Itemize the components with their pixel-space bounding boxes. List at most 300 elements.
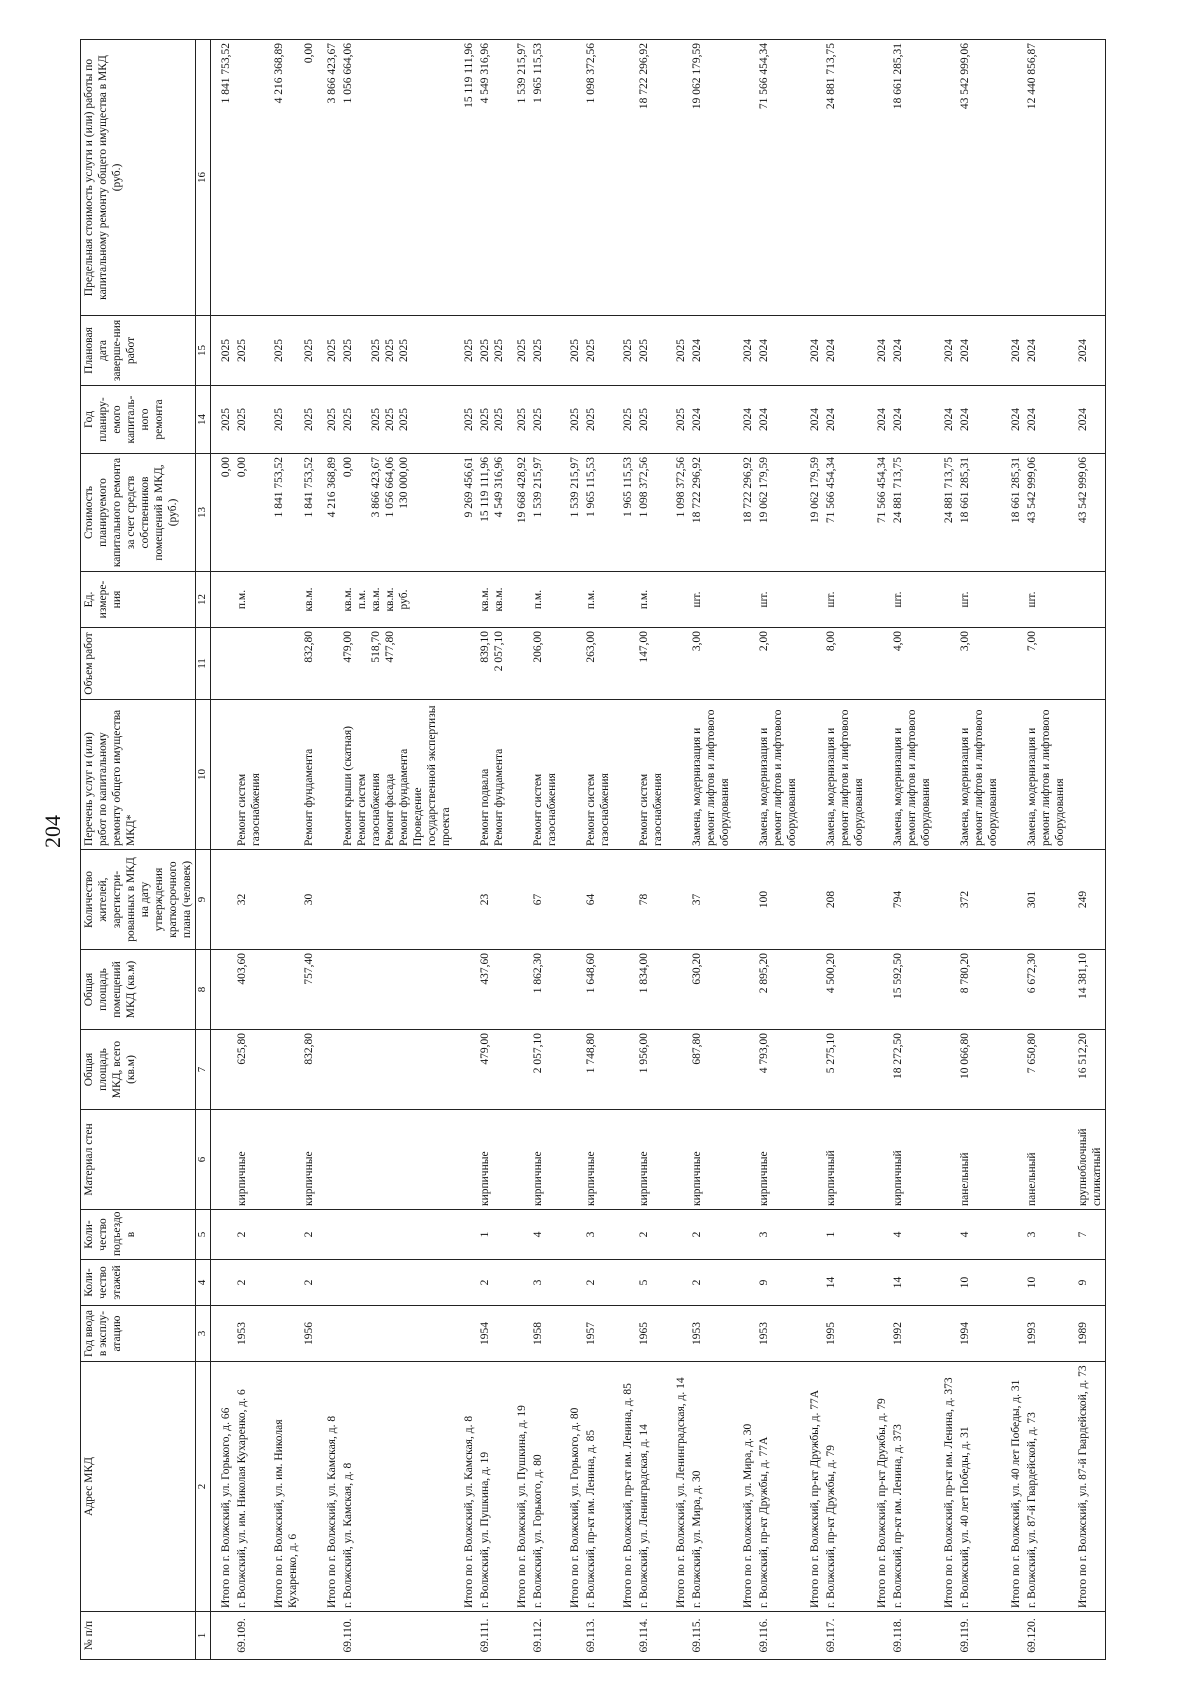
volume-cell xyxy=(666,628,689,700)
volume-line: 479,00 xyxy=(341,631,354,663)
cost-cell xyxy=(301,454,317,572)
area-total-cell xyxy=(1001,1030,1024,1110)
works-cell xyxy=(454,700,477,850)
unit-cell xyxy=(756,572,800,628)
repair-year-cell: 2024 xyxy=(800,386,823,454)
cost-cell: 9 269 456,61 xyxy=(454,454,477,572)
entrances-cell: 1 xyxy=(477,1210,507,1260)
floors-cell: 2 xyxy=(301,1260,317,1306)
built-year-cell: 1953 xyxy=(234,1306,264,1362)
wall-material-cell: кирпичный xyxy=(890,1110,934,1210)
wall-material-cell xyxy=(210,1110,234,1210)
entrances-cell xyxy=(317,1210,340,1260)
col-header: Стоимость планируемого капитального ремонта за счет средств собственников помещений в МКД, (руб.) xyxy=(81,454,196,572)
area-total-cell: 4 793,00 xyxy=(756,1030,800,1110)
cost-line: 130 000,00 xyxy=(397,457,410,509)
no-cell xyxy=(210,1612,234,1660)
residents-cell: 37 xyxy=(689,850,733,950)
entrances-cell xyxy=(934,1210,957,1260)
cost-line: 3 866 423,67 xyxy=(369,457,382,518)
works-cell xyxy=(867,700,890,850)
residents-cell xyxy=(934,850,957,950)
floors-cell xyxy=(666,1260,689,1306)
table-row xyxy=(234,40,264,1660)
cost-line: 18 722 296,92 xyxy=(690,457,703,524)
cost-line xyxy=(355,457,369,568)
no-cell xyxy=(454,1612,477,1660)
floors-cell xyxy=(613,1260,636,1306)
volume-cell xyxy=(507,628,530,700)
area-total-cell xyxy=(210,1030,234,1110)
volume-cell xyxy=(583,628,613,700)
built-year-cell: 1958 xyxy=(530,1306,560,1362)
repair-year-cell: 2025 xyxy=(454,386,477,454)
limit-cost-cell: 12 440 856,87 xyxy=(1024,40,1068,316)
limit-cost-cell xyxy=(1001,40,1024,316)
col-number: 15 xyxy=(196,316,210,386)
unit-cell xyxy=(583,572,613,628)
end-date-cell: 2024 xyxy=(934,316,957,386)
residents-cell xyxy=(507,850,530,950)
works-line: Ремонт фундамента xyxy=(492,748,505,846)
area-total-cell xyxy=(934,1030,957,1110)
entrances-cell xyxy=(454,1210,477,1260)
wall-material-cell: кирпичные xyxy=(756,1110,800,1210)
limit-cost-cell xyxy=(867,40,890,316)
cost-cell xyxy=(756,454,800,572)
repair-year-cell: 2024 xyxy=(934,386,957,454)
col-header: Общая площадь МКД, всего (кв.м) xyxy=(81,1030,196,1110)
volume-line: 8,00 xyxy=(825,631,838,652)
end-date-cell: 2024 xyxy=(867,316,890,386)
total-row xyxy=(210,40,234,1660)
unit-line: кв.м. xyxy=(302,587,315,612)
address-cell: Итого по г. Волжский, ул. Камская, д. 8 xyxy=(317,1362,340,1612)
cost-line: 19 062 179,59 xyxy=(758,457,771,524)
floors-cell xyxy=(340,1260,454,1306)
entrances-cell: 3 xyxy=(756,1210,800,1260)
table-body xyxy=(210,40,1106,1660)
wall-material-cell: кирпичные xyxy=(234,1110,264,1210)
volume-cell xyxy=(560,628,583,700)
unit-line: шт. xyxy=(758,591,771,608)
table-row xyxy=(1024,40,1068,1660)
area-total-cell: 832,80 xyxy=(301,1030,317,1110)
unit-cell xyxy=(733,572,756,628)
volume-cell xyxy=(340,628,454,700)
area-rooms-cell: 630,20 xyxy=(689,950,733,1030)
floors-cell xyxy=(867,1260,890,1306)
works-cell xyxy=(756,700,800,850)
built-year-cell xyxy=(613,1306,636,1362)
cost-cell xyxy=(477,454,507,572)
repair-year-cell xyxy=(823,386,867,454)
limit-cost-cell: 18 661 285,31 xyxy=(890,40,934,316)
volume-line: 3,00 xyxy=(690,631,703,652)
no-cell: 69.110. xyxy=(340,1612,454,1660)
repair-year-line xyxy=(355,389,369,450)
floors-cell xyxy=(264,1260,301,1306)
entrances-cell: 2 xyxy=(301,1210,317,1260)
address-cell: Итого по г. Волжский, ул. 40 лет Победы, д. 31 xyxy=(1001,1362,1024,1612)
area-total-cell xyxy=(317,1030,340,1110)
end-date-cell xyxy=(234,316,264,386)
works-cell xyxy=(890,700,934,850)
repair-year-cell xyxy=(1024,386,1068,454)
cost-cell xyxy=(957,454,1001,572)
address-cell: Итого по г. Волжский, ул. 87-й Гвардейской, д. 73 xyxy=(1068,1362,1106,1612)
works-line: Ремонт систем газоснабжения xyxy=(235,773,262,846)
built-year-cell: 1993 xyxy=(1024,1306,1068,1362)
no-cell: 69.117. xyxy=(823,1612,867,1660)
wall-material-cell: кирпичные xyxy=(301,1110,317,1210)
residents-cell: 67 xyxy=(530,850,560,950)
works-cell xyxy=(934,700,957,850)
end-date-cell xyxy=(756,316,800,386)
end-date-cell: 2025 xyxy=(264,316,301,386)
unit-cell xyxy=(823,572,867,628)
end-date-line: 2024 xyxy=(1026,339,1039,362)
unit-cell xyxy=(867,572,890,628)
residents-cell: 301 xyxy=(1024,850,1068,950)
floors-cell xyxy=(800,1260,823,1306)
volume-line: 3,00 xyxy=(959,631,972,652)
unit-line: руб. xyxy=(397,589,410,610)
unit-cell xyxy=(560,572,583,628)
works-line: Ремонт крыши (скатная) xyxy=(341,726,354,846)
end-date-cell xyxy=(636,316,666,386)
cost-cell: 4 216 368,89 xyxy=(317,454,340,572)
limit-cost-cell: 24 881 713,75 xyxy=(823,40,867,316)
total-row xyxy=(264,40,301,1660)
built-year-cell xyxy=(317,1306,340,1362)
cost-cell: 1 539 215,97 xyxy=(560,454,583,572)
entrances-cell xyxy=(613,1210,636,1260)
repair-year-cell: 2024 xyxy=(867,386,890,454)
built-year-cell xyxy=(800,1306,823,1362)
page-number: 204 xyxy=(40,815,65,848)
floors-cell xyxy=(733,1260,756,1306)
end-date-line: 2024 xyxy=(758,339,771,362)
area-rooms-cell xyxy=(613,950,636,1030)
works-line: Ремонт подвала xyxy=(478,768,491,846)
volume-line: 206,00 xyxy=(531,631,544,663)
residents-cell: 249 xyxy=(1068,850,1106,950)
area-total-cell xyxy=(560,1030,583,1110)
floors-cell: 3 xyxy=(530,1260,560,1306)
col-header: Количество жителей, зарегистри-рованных в МКД на дату утверждения краткосрочного плана (человек) xyxy=(81,850,196,950)
works-line: Замена, модернизация и ремонт лифтов и лифтового оборудования xyxy=(690,709,731,846)
no-cell xyxy=(317,1612,340,1660)
volume-cell xyxy=(477,628,507,700)
entrances-cell: 3 xyxy=(583,1210,613,1260)
built-year-cell: 1956 xyxy=(301,1306,317,1362)
volume-cell xyxy=(636,628,666,700)
limit-cost-cell: 71 566 454,34 xyxy=(756,40,800,316)
built-year-cell: 1995 xyxy=(823,1306,867,1362)
works-line: Ремонт фундамента xyxy=(302,748,315,846)
cost-cell xyxy=(1024,454,1068,572)
floors-cell: 2 xyxy=(477,1260,507,1306)
col-header: Предельная стоимость услуги и (или) работы по капитальному ремонту общего имущества в МКД (руб.) xyxy=(81,40,196,316)
wall-material-cell: панельный xyxy=(957,1110,1001,1210)
limit-cost-cell: 1 098 372,56 xyxy=(583,40,613,316)
repair-year-line: 2025 xyxy=(478,408,491,431)
total-row xyxy=(1068,40,1106,1660)
end-date-cell: 2025 xyxy=(666,316,689,386)
unit-line: п.м. xyxy=(355,589,368,610)
address-cell: Итого по г. Волжский, пр-кт Дружбы, д. 77А xyxy=(800,1362,823,1612)
cost-line: 4 549 316,96 xyxy=(492,457,505,518)
works-cell xyxy=(210,700,234,850)
col-number: 9 xyxy=(196,850,210,950)
address-cell xyxy=(301,1362,317,1612)
residents-cell xyxy=(340,850,454,950)
end-date-cell: 2025 xyxy=(210,316,234,386)
repair-year-line: 2025 xyxy=(584,408,597,431)
address-cell: г. Волжский, ул. Ленинградская, д. 14 xyxy=(636,1362,666,1612)
repair-year-line: 2024 xyxy=(959,408,972,431)
col-header: № п/п xyxy=(81,1612,196,1660)
limit-cost-cell xyxy=(234,40,264,316)
area-rooms-cell xyxy=(934,950,957,1030)
wall-material-cell xyxy=(613,1110,636,1210)
area-rooms-cell: 14 381,10 xyxy=(1068,950,1106,1030)
unit-cell xyxy=(613,572,636,628)
unit-cell xyxy=(301,572,317,628)
repair-year-line: 2024 xyxy=(690,408,703,431)
volume-cell xyxy=(301,628,317,700)
unit-cell xyxy=(317,572,340,628)
limit-cost-cell: 43 542 999,06 xyxy=(957,40,1001,316)
table-row xyxy=(301,40,317,1660)
cost-line: 1 056 664,06 xyxy=(383,457,396,518)
end-date-cell: 2025 xyxy=(317,316,340,386)
table-row xyxy=(957,40,1001,1660)
address-cell: г. Волжский, ул. Камская, д. 8 xyxy=(340,1362,454,1612)
entrances-cell xyxy=(507,1210,530,1260)
residents-cell xyxy=(210,850,234,950)
built-year-cell xyxy=(666,1306,689,1362)
no-cell xyxy=(264,1612,301,1660)
limit-cost-cell: 0,00 xyxy=(301,40,317,316)
area-total-cell: 5 275,10 xyxy=(823,1030,867,1110)
area-rooms-cell: 8 780,20 xyxy=(957,950,1001,1030)
end-date-line: 2025 xyxy=(235,339,248,362)
entrances-cell xyxy=(733,1210,756,1260)
wall-material-cell xyxy=(867,1110,890,1210)
end-date-cell xyxy=(583,316,613,386)
area-rooms-cell: 1 862,30 xyxy=(530,950,560,1030)
table-row xyxy=(823,40,867,1660)
no-cell: 69.116. xyxy=(756,1612,800,1660)
built-year-cell xyxy=(340,1306,454,1362)
floors-cell: 10 xyxy=(957,1260,1001,1306)
repair-year-cell: 2024 xyxy=(733,386,756,454)
limit-cost-cell xyxy=(560,40,583,316)
area-total-cell xyxy=(867,1030,890,1110)
works-cell xyxy=(733,700,756,850)
end-date-line: 2025 xyxy=(637,339,650,362)
no-cell: 69.113. xyxy=(583,1612,613,1660)
residents-cell xyxy=(800,850,823,950)
end-date-cell xyxy=(890,316,934,386)
table-row xyxy=(890,40,934,1660)
area-total-cell: 687,80 xyxy=(689,1030,733,1110)
col-header: Объем работ xyxy=(81,628,196,700)
no-cell xyxy=(867,1612,890,1660)
volume-line: 2,00 xyxy=(758,631,771,652)
unit-cell xyxy=(340,572,454,628)
volume-cell xyxy=(1024,628,1068,700)
area-total-cell: 16 512,20 xyxy=(1068,1030,1106,1110)
repair-year-line: 2025 xyxy=(235,408,248,431)
col-header: Перечень услуг и (или) работ по капитальному ремонту общего имущества МКД* xyxy=(81,700,196,850)
works-cell xyxy=(560,700,583,850)
column-number-row xyxy=(196,40,210,1660)
works-cell xyxy=(1068,700,1106,850)
repair-year-line: 2025 xyxy=(397,408,410,431)
address-cell: Итого по г. Волжский, пр-кт им. Ленина, д. 85 xyxy=(613,1362,636,1612)
unit-cell xyxy=(689,572,733,628)
area-rooms-cell xyxy=(507,950,530,1030)
total-row xyxy=(800,40,823,1660)
repair-year-cell xyxy=(756,386,800,454)
limit-cost-cell: 1 056 664,06 xyxy=(340,40,454,316)
area-total-cell xyxy=(666,1030,689,1110)
volume-line xyxy=(355,631,369,696)
repair-year-cell xyxy=(234,386,264,454)
capital-repair-table-sheet xyxy=(80,40,1190,1660)
entrances-cell xyxy=(264,1210,301,1260)
address-cell: Итого по г. Волжский, ул. Пушкина, д. 19 xyxy=(507,1362,530,1612)
area-total-cell: 1 748,80 xyxy=(583,1030,613,1110)
area-rooms-cell xyxy=(560,950,583,1030)
end-date-line: 2025 xyxy=(531,339,544,362)
cost-cell: 1 965 115,53 xyxy=(613,454,636,572)
area-rooms-cell xyxy=(210,950,234,1030)
volume-line: 263,00 xyxy=(584,631,597,663)
end-date-line: 2024 xyxy=(892,339,905,362)
cost-cell: 18 661 285,31 xyxy=(1001,454,1024,572)
floors-cell xyxy=(934,1260,957,1306)
floors-cell xyxy=(1001,1260,1024,1306)
no-cell xyxy=(800,1612,823,1660)
unit-cell xyxy=(957,572,1001,628)
volume-cell xyxy=(957,628,1001,700)
limit-cost-cell xyxy=(1068,40,1106,316)
cost-cell: 18 722 296,92 xyxy=(733,454,756,572)
no-cell xyxy=(507,1612,530,1660)
area-total-cell: 625,80 xyxy=(234,1030,264,1110)
unit-line: п.м. xyxy=(235,589,248,610)
volume-cell xyxy=(756,628,800,700)
table-row xyxy=(340,40,454,1660)
table-row xyxy=(477,40,507,1660)
residents-cell xyxy=(867,850,890,950)
col-header: Год планиру-емого капиталь-ного ремонта xyxy=(81,386,196,454)
col-number: 6 xyxy=(196,1110,210,1210)
no-cell xyxy=(934,1612,957,1660)
col-header: Год ввода в эксплу-атацию xyxy=(81,1306,196,1362)
address-cell: Итого по г. Волжский, ул. Горького, д. 80 xyxy=(560,1362,583,1612)
unit-cell xyxy=(530,572,560,628)
col-header: Коли-чество этажей xyxy=(81,1260,196,1306)
total-row xyxy=(613,40,636,1660)
end-date-cell xyxy=(530,316,560,386)
residents-cell xyxy=(317,850,340,950)
works-line: Замена, модернизация и ремонт лифтов и лифтового оборудования xyxy=(1026,709,1067,846)
repair-year-line: 2024 xyxy=(825,408,838,431)
cost-cell: 19 668 428,92 xyxy=(507,454,530,572)
floors-cell: 14 xyxy=(890,1260,934,1306)
unit-cell xyxy=(1024,572,1068,628)
unit-cell xyxy=(477,572,507,628)
end-date-line: 2024 xyxy=(825,339,838,362)
cost-cell: 19 062 179,59 xyxy=(800,454,823,572)
table-row xyxy=(756,40,800,1660)
built-year-cell: 1953 xyxy=(689,1306,733,1362)
no-cell xyxy=(1068,1612,1106,1660)
repair-year-cell xyxy=(583,386,613,454)
wall-material-cell: панельный xyxy=(1024,1110,1068,1210)
works-line: Ремонт фундамента xyxy=(397,748,410,846)
works-cell xyxy=(477,700,507,850)
end-date-cell: 2024 xyxy=(1068,316,1106,386)
area-total-cell: 1 956,00 xyxy=(636,1030,666,1110)
works-line: Проведение государственной экспертизы проекта xyxy=(411,705,452,846)
end-date-line: 2024 xyxy=(959,339,972,362)
wall-material-cell xyxy=(1001,1110,1024,1210)
limit-cost-cell: 4 549 316,96 xyxy=(477,40,507,316)
total-row xyxy=(1001,40,1024,1660)
unit-line: п.м. xyxy=(584,589,597,610)
limit-cost-cell: 3 866 423,67 xyxy=(317,40,340,316)
unit-cell xyxy=(666,572,689,628)
volume-cell xyxy=(1001,628,1024,700)
repair-year-cell: 2025 xyxy=(264,386,301,454)
total-row xyxy=(733,40,756,1660)
floors-cell: 2 xyxy=(689,1260,733,1306)
volume-cell xyxy=(454,628,477,700)
limit-cost-cell xyxy=(613,40,636,316)
unit-line: кв.м. xyxy=(478,587,491,612)
no-cell: 69.109. xyxy=(234,1612,264,1660)
address-cell: Итого по г. Волжский, пр-кт им. Ленина, д. 373 xyxy=(934,1362,957,1612)
area-rooms-cell xyxy=(264,950,301,1030)
total-row xyxy=(507,40,530,1660)
end-date-cell xyxy=(689,316,733,386)
works-line: Ремонт систем газоснабжения xyxy=(584,773,611,846)
residents-cell xyxy=(264,850,301,950)
works-line: Ремонт систем газоснабжения xyxy=(637,773,664,846)
address-cell: г. Волжский, пр-кт им. Ленина, д. 373 xyxy=(890,1362,934,1612)
residents-cell xyxy=(560,850,583,950)
volume-cell xyxy=(613,628,636,700)
area-total-cell: 7 650,80 xyxy=(1024,1030,1068,1110)
area-total-cell xyxy=(264,1030,301,1110)
wall-material-cell: кирпичные xyxy=(636,1110,666,1210)
residents-cell: 794 xyxy=(890,850,934,950)
col-number: 5 xyxy=(196,1210,210,1260)
repair-year-cell: 2025 xyxy=(560,386,583,454)
wall-material-cell xyxy=(666,1110,689,1210)
cost-cell: 24 881 713,75 xyxy=(934,454,957,572)
limit-cost-cell: 18 722 296,92 xyxy=(636,40,666,316)
unit-line: п.м. xyxy=(531,589,544,610)
unit-line: шт. xyxy=(892,591,905,608)
cost-cell xyxy=(890,454,934,572)
